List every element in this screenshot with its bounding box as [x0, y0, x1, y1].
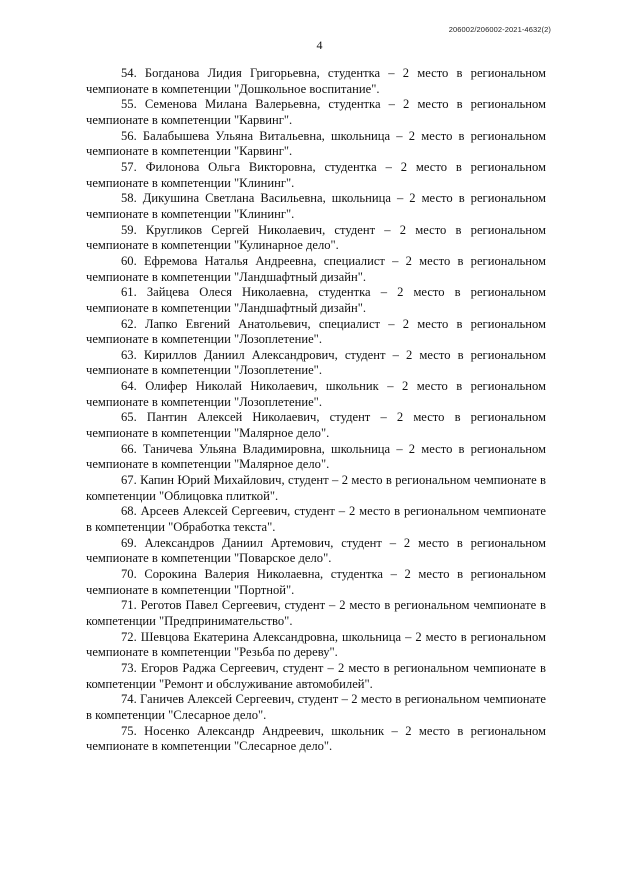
- list-item: 63. Кириллов Даниил Александрович, студент – 2 место в региональном чемпионате в компетенции "Лозоплетение".: [86, 347, 546, 378]
- list-item: 66. Таничева Ульяна Владимировна, школьница – 2 место в региональном чемпионате в компетенции "Малярное дело".: [86, 441, 546, 472]
- list-item: 71. Реготов Павел Сергеевич, студент – 2 место в региональном чемпионате в компетенции "Предпринимательство".: [86, 598, 546, 628]
- list-item: 73. Егоров Раджа Сергеевич, студент – 2 место в региональном чемпионате в компетенции "Ремонт и обслуживание автомобилей".: [86, 660, 546, 691]
- document-code: 206002/206002-2021-4632(2): [448, 25, 551, 34]
- list-item: 62. Лапко Евгений Анатольевич, специалист – 2 место в региональном чемпионате в компетенции "Лозоплетение".: [86, 316, 546, 347]
- list-item: 69. Александров Даниил Артемович, студент – 2 место в региональном чемпионате в компетенции "Поварское дело".: [86, 535, 546, 566]
- list-item: 55. Семенова Милана Валерьевна, студентка – 2 место в региональном чемпионате в компетенции "Карвинг".: [86, 97, 546, 127]
- list-item: 54. Богданова Лидия Григорьевна, студентка – 2 место в региональном чемпионате в компетенции "Дошкольное воспитание".: [86, 66, 546, 96]
- award-list: [86, 66, 546, 755]
- list-item: 67. Капин Юрий Михайлович, студент – 2 место в региональном чемпионате в компетенции "Облицовка плиткой".: [86, 473, 546, 503]
- list-item: 68. Арсеев Алексей Сергеевич, студент – 2 место в региональном чемпионате в компетенции "Обработка текста".: [86, 504, 546, 535]
- list-item: 75. Носенко Александр Андреевич, школьник – 2 место в региональном чемпионате в компетенции "Слесарное дело".: [86, 723, 546, 754]
- list-item: 74. Ганичев Алексей Сергеевич, студент – 2 место в региональном чемпионате в компетенции "Слесарное дело".: [86, 692, 546, 722]
- list-item: 61. Зайцева Олеся Николаевна, студентка – 2 место в региональном чемпионате в компетенции "Ландшафтный дизайн".: [86, 285, 546, 315]
- list-item: 70. Сорокина Валерия Николаевна, студентка – 2 место в региональном чемпионате в компетенции "Портной".: [86, 567, 546, 597]
- list-item: 57. Филонова Ольга Викторовна, студентка – 2 место в региональном чемпионате в компетенции "Клининг".: [86, 159, 546, 190]
- list-item: 56. Балабышева Ульяна Витальевна, школьница – 2 место в региональном чемпионате в компетенции "Карвинг".: [86, 128, 546, 159]
- list-item: 59. Кругликов Сергей Николаевич, студент – 2 место в региональном чемпионате в компетенции "Кулинарное дело".: [86, 222, 546, 253]
- list-item: 72. Шевцова Екатерина Александровна, школьница – 2 место в региональном чемпионате в компетенции "Резьба по дереву".: [86, 629, 546, 660]
- page-number: 4: [316, 38, 323, 52]
- list-item: 58. Дикушина Светлана Васильевна, школьница – 2 место в региональном чемпионате в компетенции "Клининг".: [86, 191, 546, 221]
- list-item: 60. Ефремова Наталья Андреевна, специалист – 2 место в региональном чемпионате в компетенции "Ландшафтный дизайн".: [86, 253, 546, 284]
- list-item: 65. Пантин Алексей Николаевич, студент – 2 место в региональном чемпионате в компетенции "Малярное дело".: [86, 410, 546, 441]
- list-item: 64. Олифер Николай Николаевич, школьник – 2 место в региональном чемпионате в компетенции "Лозоплетение".: [86, 379, 546, 409]
